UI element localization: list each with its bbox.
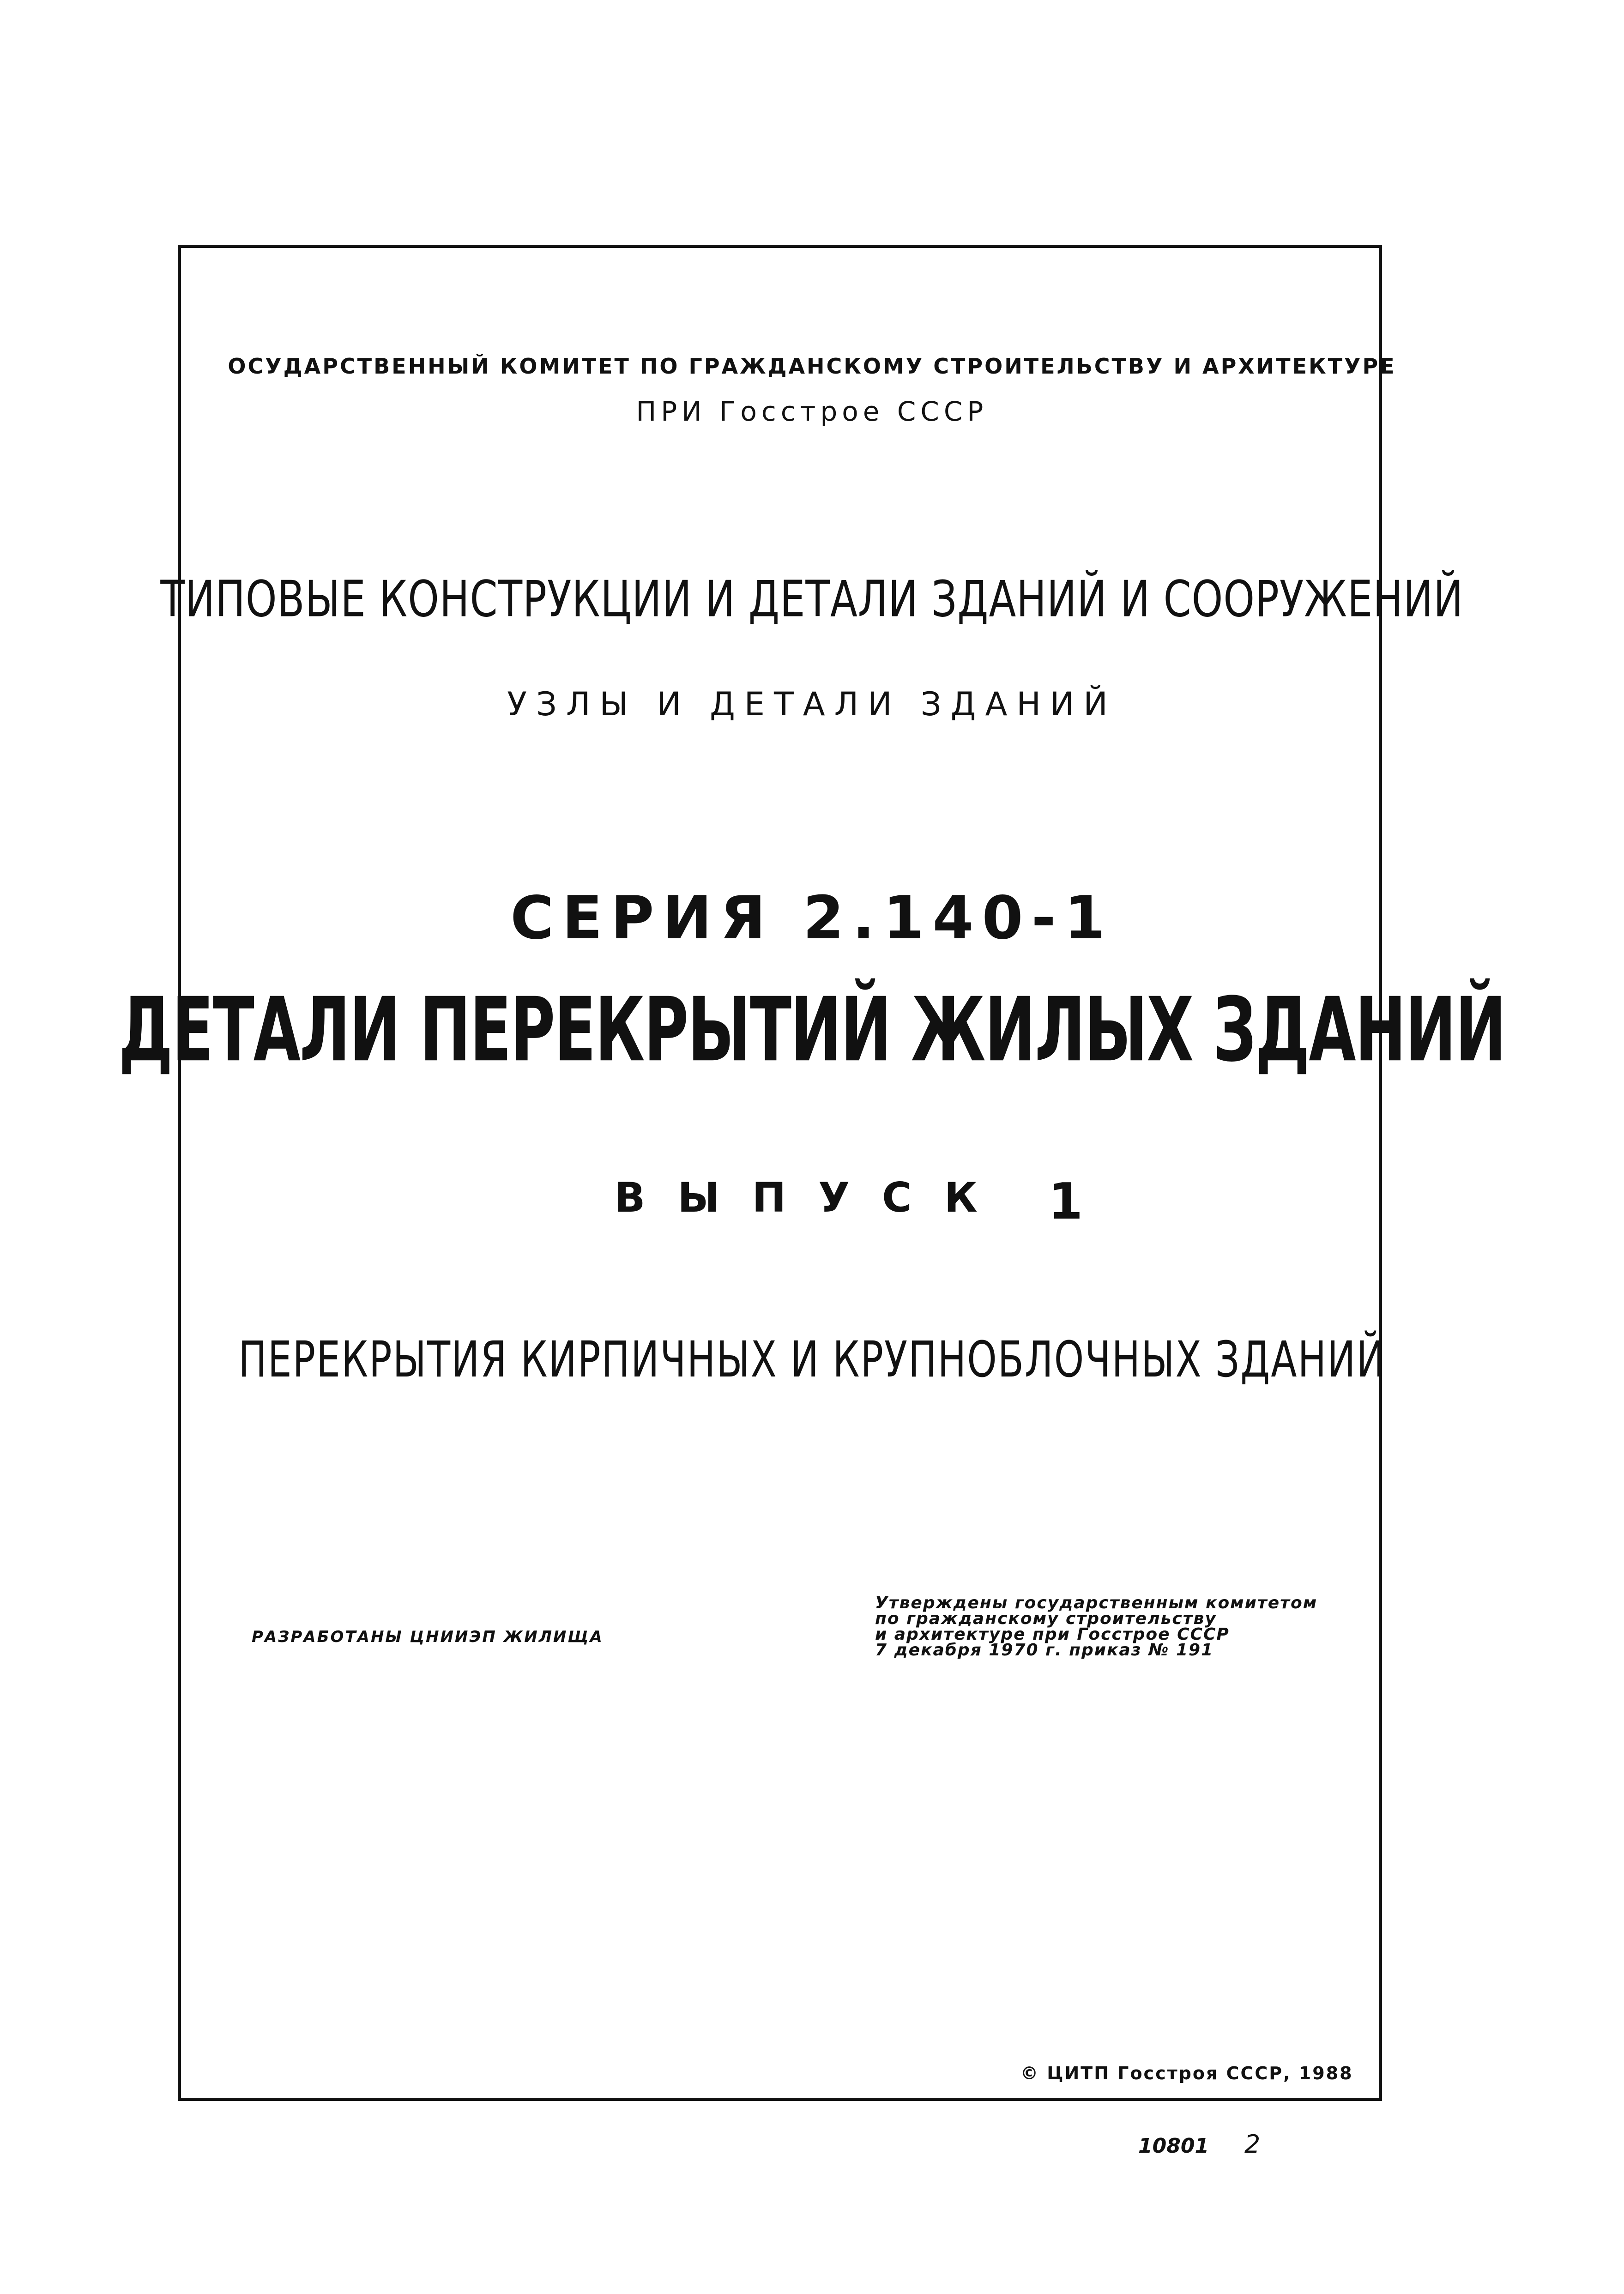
organization-line-1: ОСУДАРСТВЕННЫЙ КОМИТЕТ ПО ГРАЖДАНСКОМУ СТРОИТЕЛЬСТВУ И АРХИТЕКТУРЕ — [228, 354, 1396, 379]
approval-block — [875, 1595, 1317, 1658]
approval-line: по гражданскому строительству — [875, 1609, 1217, 1628]
document-number: 10801 — [1138, 2134, 1209, 2158]
typical-constructions-title: ТИПОВЫЕ КОНСТРУКЦИИ И ДЕТАЛИ ЗДАНИЙ И СООРУЖЕНИЙ — [160, 570, 1464, 628]
title-page-frame — [178, 245, 1382, 2101]
nodes-and-details-title: УЗЛЫ И ДЕТАЛИ ЗДАНИЙ — [507, 685, 1117, 723]
copyright-text: © ЦИТП Госстроя СССР, 1988 — [1020, 2063, 1353, 2083]
subject-title: ПЕРЕКРЫТИЯ КИРПИЧНЫХ И КРУПНОБЛОЧНЫХ ЗДАНИЙ — [238, 1331, 1386, 1389]
issue-number: 1 — [1048, 1173, 1083, 1231]
series-title: СЕРИЯ 2.140-1 — [510, 884, 1114, 953]
approval-line: 7 декабря 1970 г. приказ № 191 — [875, 1641, 1214, 1660]
page-number: 2 — [1244, 2130, 1261, 2159]
issue-label: ВЫПУСК — [614, 1174, 1010, 1221]
developed-by-text: РАЗРАБОТАНЫ ЦНИИЭП ЖИЛИЩА — [252, 1628, 604, 1646]
organization-line-2: ПРИ Госстрое СССР — [636, 396, 988, 427]
main-title: ДЕТАЛИ ПЕРЕКРЫТИЙ ЖИЛЫХ ЗДАНИЙ — [118, 978, 1505, 1082]
approval-line: Утверждены государственным комитетом — [875, 1594, 1318, 1612]
approval-line: и архитектуре при Госстрое СССР — [875, 1625, 1230, 1644]
